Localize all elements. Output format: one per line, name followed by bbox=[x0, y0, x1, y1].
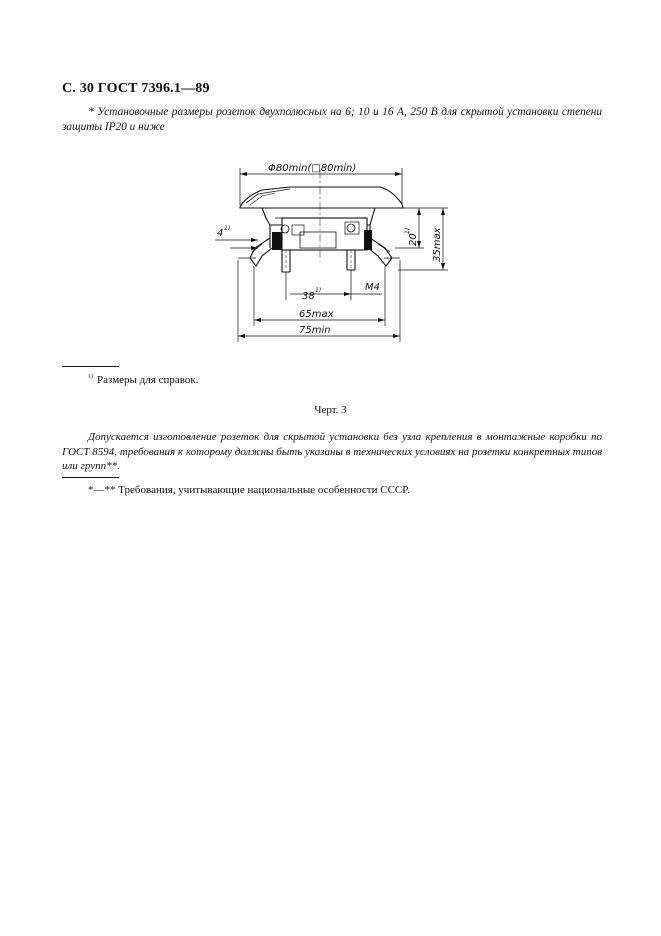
dim-75-label: 75min bbox=[299, 325, 331, 336]
socket-drawing bbox=[205, 155, 465, 350]
dim-38-label: 38 bbox=[302, 291, 315, 302]
figure-caption: Черт. 3 bbox=[314, 404, 347, 416]
dim-left-label: 4 bbox=[217, 228, 224, 239]
footnote-ref-mark: 1) bbox=[88, 374, 93, 380]
dim-65-label: 65max bbox=[299, 309, 334, 320]
footnote-reference-text: Размеры для справок. bbox=[97, 374, 199, 386]
socket-cover bbox=[240, 187, 403, 208]
intro-paragraph: * Установочные размеры розеток двухполюсных на 6; 10 и 16 А, 250 В для скрытой установки степени защиты IP20 и ниже bbox=[62, 106, 602, 133]
dim-m4-label: M4 bbox=[365, 282, 380, 293]
footnote-reference bbox=[88, 374, 198, 386]
dim-20-label: 20 bbox=[408, 233, 419, 246]
footnote-divider-2 bbox=[62, 477, 119, 478]
dim-left-ref: 1) bbox=[224, 225, 231, 232]
body-paragraph: Допускается изготовление розеток для скрытой установки без узла крепления в монтажные коробки по ГОСТ 8594, требования к которому должны быть указаны в технических условиях на розетки конкретных типов или групп**. bbox=[62, 431, 602, 472]
dim-top-label: Φ80min(□80min) bbox=[268, 163, 357, 174]
footnote-divider bbox=[62, 366, 119, 367]
dim-35-label: 35max bbox=[432, 227, 443, 262]
dim-20-ref: 1) bbox=[404, 227, 411, 234]
dim-38-ref: 1) bbox=[315, 287, 322, 294]
footnote-national: *—** Требования, учитывающие национальные особенности СССР. bbox=[88, 484, 410, 496]
left-claw bbox=[250, 238, 272, 266]
page-header: С. 30 ГОСТ 7396.1—89 bbox=[62, 81, 210, 96]
